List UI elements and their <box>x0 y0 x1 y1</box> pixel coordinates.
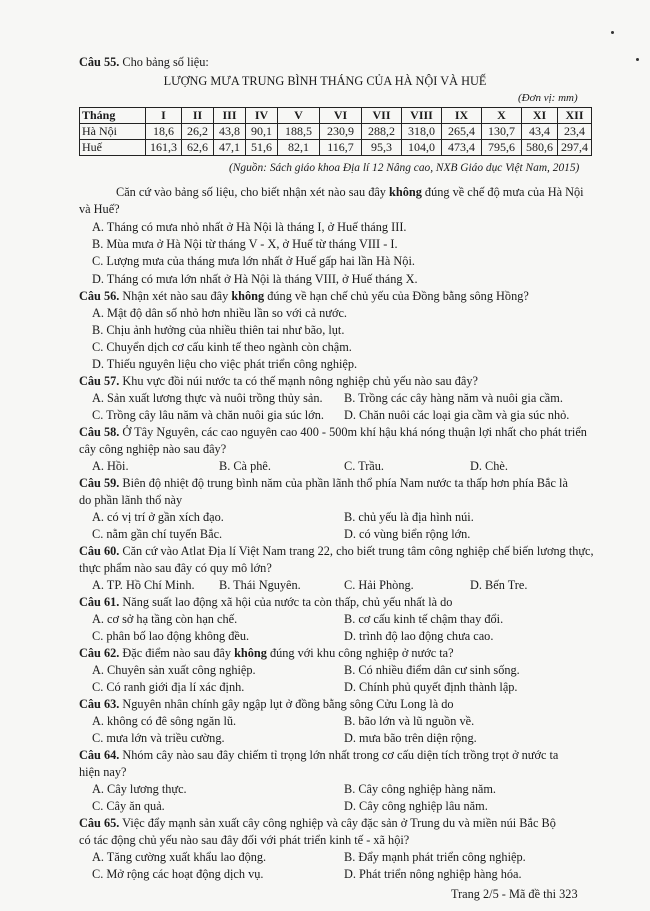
option-a[interactable]: A. không có đê sông ngăn lũ. <box>92 714 237 728</box>
question-text: Khu vực đồi núi nước ta có thế mạnh nông nghiệp chủ yếu nào sau đây? <box>119 374 478 388</box>
table-cell: 473,4 <box>442 140 482 156</box>
question-text: thực phẩm nào sau đây có quy mô lớn? <box>79 561 272 575</box>
table-header-cell: V <box>278 108 320 124</box>
option-b[interactable]: B. Có nhiều điểm dân cư sinh sống. <box>344 663 520 677</box>
option-a[interactable]: A. Sản xuất lương thực và nuôi trồng thủy sản. <box>92 391 323 405</box>
question-65-label: Câu 65. <box>79 816 120 830</box>
question-text: Ở Tây Nguyên, các cao nguyên cao 400 - 500m khí hậu khá nóng thuận lợi nhất cho phát triển <box>119 425 587 439</box>
table-header-cell: XII <box>558 108 592 124</box>
table-cell: 18,6 <box>146 124 182 140</box>
option-b[interactable]: B. Cây công nghiệp hàng năm. <box>344 782 496 796</box>
table-cell: 43,8 <box>214 124 246 140</box>
option-c[interactable]: C. Có ranh giới địa lí xác định. <box>92 680 245 694</box>
table-header-cell: XI <box>522 108 558 124</box>
table-header-cell: VI <box>320 108 362 124</box>
option-d[interactable]: D. Chè. <box>470 459 508 473</box>
table-cell: Huế <box>80 140 146 156</box>
question-text: Căn cứ vào Atlat Địa lí Việt Nam trang 22, cho biết trung tâm công nghiệp chế biến lương thực, <box>119 544 594 558</box>
emphasis-not: không <box>234 646 267 660</box>
question-63-label: Câu 63. <box>79 697 120 711</box>
table-cell: 23,4 <box>558 124 592 140</box>
question-58-label: Câu 58. <box>79 425 120 439</box>
question-55-prompt <box>116 184 584 201</box>
option-b[interactable]: B. Chịu ảnh hưởng của nhiều thiên tai như bão, lụt. <box>92 323 345 337</box>
table-cell: 104,0 <box>402 140 442 156</box>
option-c[interactable]: C. Hải Phòng. <box>344 578 414 592</box>
question-text: đúng về hạn chế chủ yếu của Đồng bằng sông Hồng? <box>264 289 529 303</box>
option-b[interactable]: B. Đẩy mạnh phát triển công nghiệp. <box>344 850 526 864</box>
question-57-stem <box>79 373 478 390</box>
question-58-stem <box>79 424 587 441</box>
option-a[interactable]: A. Tháng có mưa nhỏ nhất ở Hà Nội là tháng I, ở Huế tháng III. <box>92 220 407 234</box>
option-b[interactable]: B. Mùa mưa ở Hà Nội từ tháng V - X, ở Huế từ tháng VIII - I. <box>92 237 398 251</box>
question-text: Cho bảng số liệu: <box>119 55 209 69</box>
table-cell: 161,3 <box>146 140 182 156</box>
table-unit: (Đơn vị: mm) <box>518 92 578 104</box>
question-65-stem <box>79 815 556 832</box>
option-d[interactable]: D. Chính phủ quyết định thành lập. <box>344 680 518 694</box>
scan-speck <box>611 31 614 34</box>
table-row <box>80 140 592 156</box>
scan-speck <box>636 58 639 61</box>
table-source: (Nguồn: Sách giáo khoa Địa lí 12 Nâng cao, NXB Giáo dục Việt Nam, 2015) <box>229 162 580 174</box>
option-c[interactable]: C. mưa lớn và triều cường. <box>92 731 225 745</box>
question-text: hiện nay? <box>79 765 127 779</box>
question-56-stem <box>79 288 529 305</box>
table-cell: 43,4 <box>522 124 558 140</box>
option-c[interactable]: C. phân bố lao động không đều. <box>92 629 250 643</box>
table-cell: 265,4 <box>442 124 482 140</box>
table-cell: 95,3 <box>362 140 402 156</box>
table-row <box>80 124 592 140</box>
table-cell: 580,6 <box>522 140 558 156</box>
table-cell: 795,6 <box>482 140 522 156</box>
table-cell: 62,6 <box>182 140 214 156</box>
question-59-label: Câu 59. <box>79 476 120 490</box>
rainfall-table <box>79 107 592 156</box>
table-header-cell: IV <box>246 108 278 124</box>
option-b[interactable]: B. chủ yếu là địa hình núi. <box>344 510 474 524</box>
question-text: Việc đẩy mạnh sản xuất cây công nghiệp và cây đặc sản ở Trung du và miền núi Bắc Bộ <box>119 816 556 830</box>
option-d[interactable]: D. trình độ lao động chưa cao. <box>344 629 494 643</box>
option-b[interactable]: B. Trồng các cây hàng năm và nuôi gia cầm. <box>344 391 563 405</box>
table-cell: 47,1 <box>214 140 246 156</box>
table-title: LƯỢNG MƯA TRUNG BÌNH THÁNG CỦA HÀ NỘI VÀ HUẾ <box>163 74 487 88</box>
option-b[interactable]: B. cơ cấu kinh tế chậm thay đổi. <box>344 612 504 626</box>
question-62-label: Câu 62. <box>79 646 120 660</box>
question-59-stem <box>79 475 568 492</box>
table-header-cell: I <box>146 108 182 124</box>
question-57-label: Câu 57. <box>79 374 120 388</box>
option-c[interactable]: C. nằm gần chí tuyến Bắc. <box>92 527 223 541</box>
table-cell: 90,1 <box>246 124 278 140</box>
option-a[interactable]: A. Mật độ dân số nhỏ hơn nhiều lần so với cả nước. <box>92 306 347 320</box>
option-b[interactable]: B. Cà phê. <box>219 459 271 473</box>
table-header-cell: II <box>182 108 214 124</box>
option-a[interactable]: A. Hồi. <box>92 459 129 473</box>
question-text: có tác động chủ yếu nào sau đây đối với phát triển kinh tế - xã hội? <box>79 833 410 847</box>
option-d[interactable]: D. Tháng có mưa lớn nhất ở Hà Nội là tháng VIII, ở Huế tháng X. <box>92 272 418 286</box>
table-header-cell: III <box>214 108 246 124</box>
option-d[interactable]: D. Phát triển nông nghiệp hàng hóa. <box>344 867 522 881</box>
option-b[interactable]: B. bão lớn và lũ nguồn về. <box>344 714 475 728</box>
emphasis-not: không <box>389 185 422 199</box>
option-a[interactable]: A. Chuyên sản xuất công nghiệp. <box>92 663 256 677</box>
question-61-stem <box>79 594 452 611</box>
table-header-cell: VII <box>362 108 402 124</box>
option-c[interactable]: C. Cây ăn quả. <box>92 799 165 813</box>
table-cell: 288,2 <box>362 124 402 140</box>
question-62-stem <box>79 645 454 662</box>
option-d[interactable]: D. có vùng biển rộng lớn. <box>344 527 471 541</box>
table-cell: 318,0 <box>402 124 442 140</box>
table-cell: 116,7 <box>320 140 362 156</box>
question-text: Nhận xét nào sau đây <box>119 289 232 303</box>
option-d[interactable]: D. Cây công nghiệp lâu năm. <box>344 799 488 813</box>
question-text: đúng với khu công nghiệp ở nước ta? <box>266 646 454 660</box>
option-a[interactable]: A. Tăng cường xuất khẩu lao động. <box>92 850 267 864</box>
question-text: và Huế? <box>79 202 120 216</box>
question-text: đúng về chế độ mưa của Hà Nội <box>421 185 584 199</box>
table-header-cell: VIII <box>402 108 442 124</box>
option-a[interactable]: A. TP. Hồ Chí Minh. <box>92 578 195 592</box>
option-d[interactable]: D. Chăn nuôi các loại gia cầm và gia súc nhỏ. <box>344 408 570 422</box>
page-footer: Trang 2/5 - Mã đề thi 323 <box>451 887 578 901</box>
table-header-cell: Tháng <box>80 108 146 124</box>
option-c[interactable]: C. Lượng mưa của tháng mưa lớn nhất ở Huế gấp hai lần Hà Nội. <box>92 254 415 268</box>
question-text: Nhóm cây nào sau đây chiếm tỉ trọng lớn nhất trong cơ cấu diện tích trồng trọt ở nước ta <box>119 748 559 762</box>
question-text: do phần lãnh thổ này <box>79 493 183 507</box>
option-d[interactable]: D. Bến Tre. <box>470 578 528 592</box>
question-text: cây công nghiệp nào sau đây? <box>79 442 227 456</box>
option-d[interactable]: D. mưa bão trên diện rộng. <box>344 731 477 745</box>
question-text: Căn cứ vào bảng số liệu, cho biết nhận xét nào sau đây <box>116 185 390 199</box>
table-cell: 230,9 <box>320 124 362 140</box>
option-c[interactable]: C. Chuyển dịch cơ cấu kinh tế theo ngành còn chậm. <box>92 340 352 354</box>
option-b[interactable]: B. Thái Nguyên. <box>219 578 301 592</box>
table-cell: 82,1 <box>278 140 320 156</box>
emphasis-not: không <box>231 289 265 303</box>
option-a[interactable]: A. có vị trí ở gần xích đạo. <box>92 510 224 524</box>
table-header-cell: IX <box>442 108 482 124</box>
question-60-stem <box>79 543 594 560</box>
question-64-label: Câu 64. <box>79 748 120 762</box>
question-text: Năng suất lao động xã hội của nước ta còn thấp, chủ yếu nhất là do <box>119 595 453 609</box>
question-55-label: Câu 55. <box>79 55 120 69</box>
table-cell: 297,4 <box>558 140 592 156</box>
table-cell: 130,7 <box>482 124 522 140</box>
question-64-stem <box>79 747 558 764</box>
question-61-label: Câu 61. <box>79 595 120 609</box>
question-text: Đặc điểm nào sau đây <box>119 646 235 660</box>
table-cell: 188,5 <box>278 124 320 140</box>
question-63-stem <box>79 696 454 713</box>
question-60-label: Câu 60. <box>79 544 120 558</box>
table-cell: 26,2 <box>182 124 214 140</box>
option-a[interactable]: A. Cây lương thực. <box>92 782 187 796</box>
option-c[interactable]: C. Trầu. <box>344 459 384 473</box>
table-cell: 51,6 <box>246 140 278 156</box>
option-c[interactable]: C. Mở rộng các hoạt động dịch vụ. <box>92 867 264 881</box>
question-56-label: Câu 56. <box>79 289 120 303</box>
option-d[interactable]: D. Thiếu nguyên liệu cho việc phát triển công nghiệp. <box>92 357 358 371</box>
table-cell: Hà Nội <box>80 124 146 140</box>
question-text: Biên độ nhiệt độ trung bình năm của phần lãnh thổ phía Nam nước ta thấp hơn phía Bắc là <box>119 476 568 490</box>
question-55-stem <box>79 54 209 71</box>
table-header-row <box>80 108 592 124</box>
option-a[interactable]: A. cơ sở hạ tầng còn hạn chế. <box>92 612 238 626</box>
question-text: Nguyên nhân chính gây ngập lụt ở đồng bằng sông Cửu Long là do <box>119 697 454 711</box>
option-c[interactable]: C. Trồng cây lâu năm và chăn nuôi gia súc lớn. <box>92 408 324 422</box>
table-header-cell: X <box>482 108 522 124</box>
